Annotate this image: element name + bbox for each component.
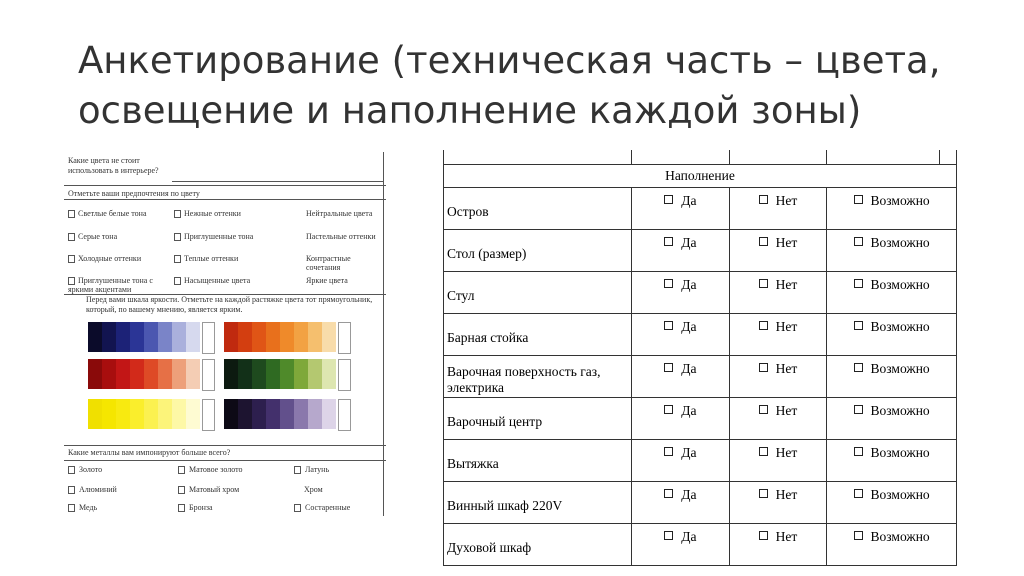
checkbox-icon[interactable] (759, 321, 768, 330)
pref-option[interactable]: Теплые оттенки (174, 254, 238, 263)
color-swatch[interactable] (102, 399, 116, 429)
metal-option[interactable]: Медь (68, 503, 97, 512)
strip-end-box (202, 359, 215, 391)
table-row (444, 188, 957, 230)
checkbox-icon[interactable] (854, 447, 863, 456)
color-swatch[interactable] (144, 322, 158, 352)
checkbox-icon[interactable] (854, 237, 863, 246)
strip-end-box (202, 322, 215, 354)
checkbox-icon[interactable] (854, 363, 863, 372)
option-yes[interactable]: Да (632, 482, 730, 524)
option-yes[interactable]: Да (632, 398, 730, 440)
color-swatch[interactable] (172, 359, 186, 389)
color-swatch[interactable] (158, 322, 172, 352)
color-swatch[interactable] (186, 322, 200, 352)
color-swatch[interactable] (88, 399, 102, 429)
red-brightness-strip (88, 359, 200, 389)
colors-avoid-question: Какие цвета не стоит использовать в интерьере? (68, 156, 159, 175)
pref-option[interactable]: Нейтральные цвета (306, 209, 373, 218)
option-maybe[interactable]: Возможно (827, 188, 957, 230)
option-yes[interactable]: Да (632, 440, 730, 482)
metal-option[interactable]: Золото (68, 465, 102, 474)
color-swatch[interactable] (88, 322, 102, 352)
form-divider (64, 185, 386, 186)
color-swatch[interactable] (144, 359, 158, 389)
table-header (444, 165, 957, 188)
item-name: Духовой шкаф (444, 524, 632, 566)
table-top-row (444, 150, 957, 165)
slide-title: Анкетирование (техническая часть – цвета, освещение и наполнение каждой зоны) (78, 39, 941, 132)
table-row (444, 524, 957, 566)
color-swatch[interactable] (308, 399, 322, 429)
color-swatch[interactable] (130, 322, 144, 352)
item-name: Стул (444, 272, 632, 314)
checkbox-icon[interactable] (664, 237, 673, 246)
form-border (383, 152, 384, 516)
pref-option[interactable]: Светлые белые тона (68, 209, 147, 218)
color-swatch[interactable] (116, 359, 130, 389)
option-no[interactable]: Нет (729, 188, 827, 230)
option-no[interactable]: Нет (729, 314, 827, 356)
pref-option[interactable]: Контрастные сочетания (306, 254, 351, 272)
color-swatch[interactable] (266, 399, 280, 429)
checkbox-icon[interactable] (854, 531, 863, 540)
checkbox-icon[interactable] (759, 405, 768, 414)
color-swatch[interactable] (116, 322, 130, 352)
color-swatch[interactable] (186, 399, 200, 429)
color-swatch[interactable] (158, 399, 172, 429)
checkbox-icon[interactable] (664, 321, 673, 330)
table-row (444, 356, 957, 398)
option-yes[interactable]: Да (632, 230, 730, 272)
pref-option[interactable]: Пастельные оттенки (306, 232, 376, 241)
yellow-brightness-strip (88, 399, 200, 429)
checkbox-icon[interactable] (759, 195, 768, 204)
option-no[interactable]: Нет (729, 482, 827, 524)
option-yes[interactable]: Да (632, 356, 730, 398)
color-swatch[interactable] (102, 359, 116, 389)
color-swatch[interactable] (172, 322, 186, 352)
pref-option[interactable]: Серые тона (68, 232, 117, 241)
checkbox-icon[interactable] (664, 489, 673, 498)
option-maybe[interactable]: Возможно (827, 272, 957, 314)
checkbox-icon[interactable] (664, 531, 673, 540)
color-preferences-form (64, 152, 386, 516)
item-name: Стол (размер) (444, 230, 632, 272)
checkbox-icon[interactable] (664, 195, 673, 204)
color-swatch[interactable] (322, 359, 336, 389)
option-yes[interactable]: Да (632, 272, 730, 314)
blue-brightness-strip (88, 322, 200, 352)
strip-end-box (338, 322, 351, 354)
orange-brightness-strip (224, 322, 336, 352)
answer-line (172, 181, 384, 182)
metal-option[interactable]: Матовое золото (178, 465, 243, 474)
color-swatch[interactable] (280, 399, 294, 429)
color-swatch[interactable] (308, 322, 322, 352)
color-swatch[interactable] (238, 322, 252, 352)
checkbox-icon[interactable] (854, 489, 863, 498)
color-swatch[interactable] (102, 322, 116, 352)
checkbox-icon[interactable] (664, 363, 673, 372)
color-swatch[interactable] (186, 359, 200, 389)
metal-option[interactable]: Хром (304, 485, 323, 494)
color-swatch[interactable] (294, 399, 308, 429)
color-swatch[interactable] (252, 399, 266, 429)
metal-option[interactable]: Состаренные (294, 503, 350, 512)
form-divider (64, 199, 386, 200)
pref-option[interactable]: Холодные оттенки (68, 254, 141, 263)
option-maybe[interactable]: Возможно (827, 356, 957, 398)
color-swatch[interactable] (266, 322, 280, 352)
option-no[interactable]: Нет (729, 356, 827, 398)
item-name: Винный шкаф 220V (444, 482, 632, 524)
pref-option[interactable]: Приглушенные тона с яркими акцентами (68, 276, 153, 295)
color-swatch[interactable] (224, 322, 238, 352)
color-swatch[interactable] (238, 399, 252, 429)
option-maybe[interactable]: Возможно (827, 314, 957, 356)
strip-end-box (338, 399, 351, 431)
option-no[interactable]: Нет (729, 230, 827, 272)
pref-option[interactable]: Насыщенные цвета (174, 276, 250, 285)
checkbox-icon[interactable] (854, 279, 863, 288)
form-divider (64, 460, 386, 461)
strip-end-box (338, 359, 351, 391)
metals-question: Какие металлы вам импонируют больше всего? (68, 448, 231, 457)
item-name: Вытяжка (444, 440, 632, 482)
option-no[interactable]: Нет (729, 440, 827, 482)
form-divider (64, 445, 386, 446)
table-row (444, 482, 957, 524)
green-brightness-strip (224, 359, 336, 389)
color-swatch[interactable] (158, 359, 172, 389)
checkbox-icon[interactable] (854, 321, 863, 330)
color-preferences-title: Отметьте ваши предпочтения по цвету (68, 189, 200, 198)
option-no[interactable]: Нет (729, 398, 827, 440)
option-yes[interactable]: Да (632, 314, 730, 356)
option-maybe[interactable]: Возможно (827, 482, 957, 524)
color-swatch[interactable] (172, 399, 186, 429)
table-row (444, 440, 957, 482)
checkbox-icon[interactable] (759, 279, 768, 288)
color-swatch[interactable] (266, 359, 280, 389)
color-swatch[interactable] (294, 359, 308, 389)
color-swatch[interactable] (144, 399, 158, 429)
checkbox-icon[interactable] (759, 447, 768, 456)
color-swatch[interactable] (280, 359, 294, 389)
color-swatch[interactable] (224, 399, 238, 429)
pref-option[interactable]: Яркие цвета (306, 276, 348, 285)
item-name: Варочная поверхность газ, электрика (444, 356, 632, 398)
option-no[interactable]: Нет (729, 524, 827, 566)
checkbox-icon[interactable] (854, 405, 863, 414)
option-maybe[interactable]: Возможно (827, 440, 957, 482)
metal-option[interactable]: Матовый хром (178, 485, 239, 494)
option-maybe[interactable]: Возможно (827, 230, 957, 272)
brightness-scale-instructions: Перед вами шкала яркости. Отметьте на каждой растяжке цвета тот прямоугольник, который, по вашему мнению, является ярким. (86, 295, 373, 314)
strip-end-box (202, 399, 215, 431)
checkbox-icon[interactable] (759, 531, 768, 540)
option-yes[interactable]: Да (632, 188, 730, 230)
color-swatch[interactable] (224, 359, 238, 389)
metal-option[interactable]: Бронза (178, 503, 213, 512)
checkbox-icon[interactable] (759, 489, 768, 498)
table-row (444, 398, 957, 440)
table-row (444, 314, 957, 356)
checkbox-icon[interactable] (664, 405, 673, 414)
color-swatch[interactable] (88, 359, 102, 389)
pref-option[interactable]: Нежные оттенки (174, 209, 241, 218)
item-name: Остров (444, 188, 632, 230)
option-no[interactable]: Нет (729, 272, 827, 314)
color-swatch[interactable] (280, 322, 294, 352)
color-swatch[interactable] (238, 359, 252, 389)
option-maybe[interactable]: Возможно (827, 398, 957, 440)
option-yes[interactable]: Да (632, 524, 730, 566)
color-swatch[interactable] (116, 399, 130, 429)
fill-table (443, 150, 957, 566)
table-row (444, 272, 957, 314)
purple-brightness-strip (224, 399, 336, 429)
checkbox-icon[interactable] (664, 447, 673, 456)
item-name: Барная стойка (444, 314, 632, 356)
color-swatch[interactable] (308, 359, 322, 389)
color-swatch[interactable] (130, 359, 144, 389)
color-swatch[interactable] (130, 399, 144, 429)
section-header: Наполнение (444, 165, 957, 188)
checkbox-icon[interactable] (759, 237, 768, 246)
color-swatch[interactable] (322, 322, 336, 352)
checkbox-icon[interactable] (759, 363, 768, 372)
item-name: Варочный центр (444, 398, 632, 440)
table-row (444, 230, 957, 272)
color-swatch[interactable] (252, 359, 266, 389)
pref-option[interactable]: Приглушенные тона (174, 232, 253, 241)
color-swatch[interactable] (322, 399, 336, 429)
checkbox-icon[interactable] (664, 279, 673, 288)
metal-option[interactable]: Латунь (294, 465, 329, 474)
metal-option[interactable]: Алюминий (68, 485, 117, 494)
color-swatch[interactable] (252, 322, 266, 352)
color-swatch[interactable] (294, 322, 308, 352)
option-maybe[interactable]: Возможно (827, 524, 957, 566)
checkbox-icon[interactable] (854, 195, 863, 204)
